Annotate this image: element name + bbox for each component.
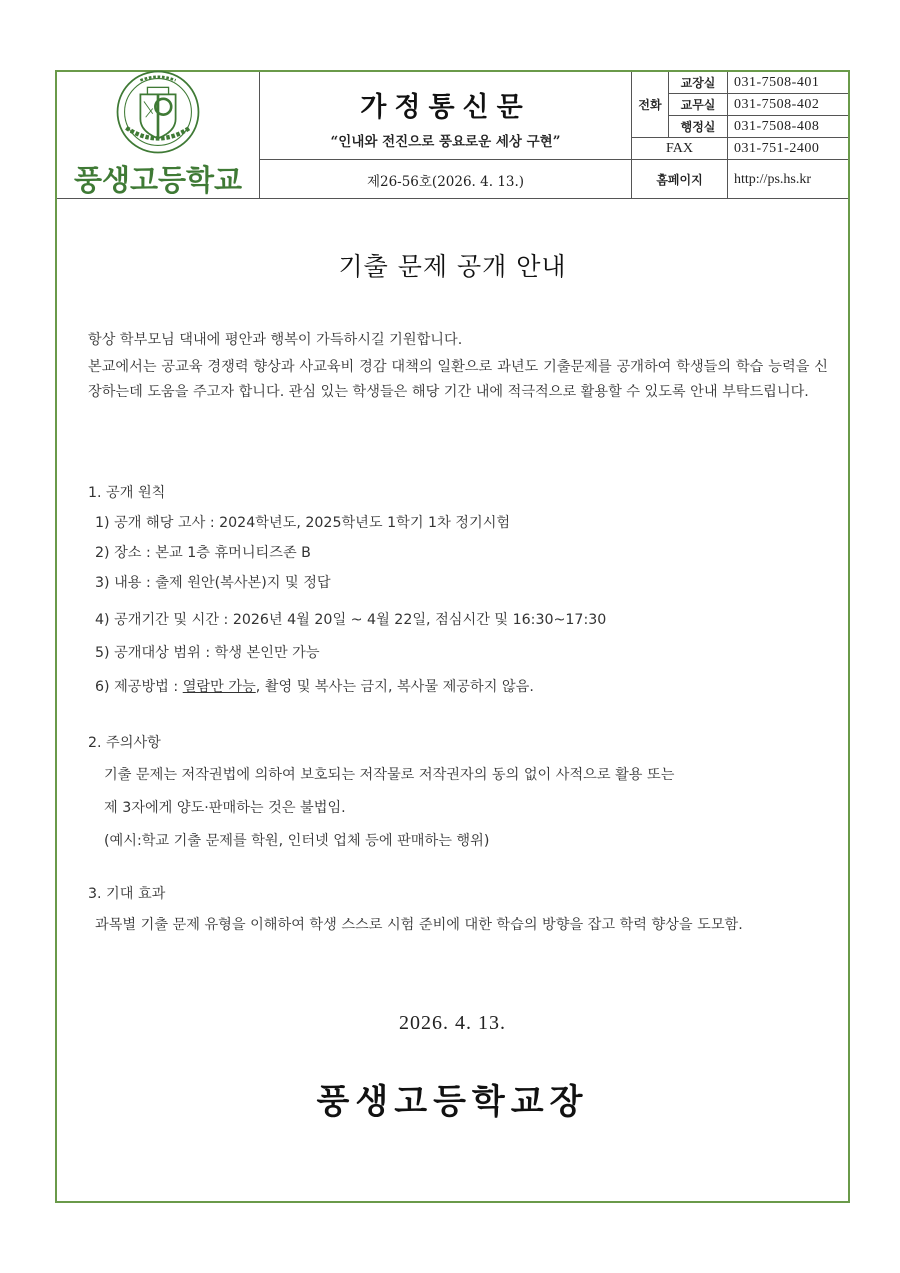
phone-academic-office: 031-7508-402 [728, 94, 848, 116]
room-principal: 교장실 [669, 72, 728, 94]
letterhead-table [57, 72, 848, 199]
section-1-heading: 1. 공개 원칙 [88, 485, 166, 501]
newsletter-title-cell [260, 72, 632, 160]
section-2-line-2: 제 3자에게 양도·판매하는 것은 불법임. [104, 800, 346, 816]
section-2-heading: 2. 주의사항 [88, 735, 161, 751]
school-logo-cell [57, 72, 260, 199]
section-1-item-6 [95, 676, 534, 696]
greeting: 항상 학부모님 댁내에 평안과 행복이 가득하시길 기원합니다. [88, 332, 463, 348]
homepage-link[interactable]: http://ps.hs.kr [734, 171, 812, 187]
item-6-suffix: , 촬영 및 복사는 금지, 복사물 제공하지 않음. [255, 679, 534, 695]
section-2-line-1: 기출 문제는 저작권법에 의하여 보호되는 저작물로 저작권자의 동의 없이 사적으로 활용 또는 [104, 767, 675, 783]
section-1-item-2: 2) 장소 : 본교 1층 휴머니티즈존 B [95, 545, 311, 561]
section-2-line-3: (예시:학교 기출 문제를 학원, 인터넷 업체 등에 판매하는 행위) [104, 833, 490, 849]
section-1-item-1: 1) 공개 해당 고사 : 2024학년도, 2025학년도 1학기 1차 정기시험 [95, 515, 511, 531]
view-only-emphasis: 열람만 가능 [182, 679, 256, 695]
intro-paragraph: 본교에서는 공교육 경쟁력 향상과 사교육비 경감 대책의 일환으로 과년도 기출문제를 공개하여 학생들의 학습 능력을 신장하는데 도움을 주고자 합니다. 관심 있는 학생들은 해당 기간 내에 적극적으로 활용할 수 있도록 안내 부탁드립니다. [88, 359, 828, 400]
section-1-item-3: 3) 내용 : 출제 원안(복사본)지 및 정답 [95, 575, 331, 591]
school-emblem-icon [114, 68, 202, 156]
school-name-logo: 풍생고등학교 [73, 163, 243, 197]
fax-label: FAX [632, 138, 728, 160]
issue-date: 2026. 4. 13. [399, 1012, 506, 1034]
tel-label: 전화 [632, 72, 669, 138]
section-1-item-4: 4) 공개기간 및 시간 : 2026년 4월 20일 ~ 4월 22일, 점심시간 및 16:30~17:30 [95, 612, 607, 628]
principal-signature: 풍생고등학교장 [316, 1082, 589, 1122]
fax-number: 031-751-2400 [728, 138, 848, 160]
section-3-body: 과목별 기출 문제 유형을 이해하여 학생 스스로 시험 준비에 대한 학습의 방향을 잡고 학력 향상을 도모함. [95, 917, 743, 933]
newsletter-title: 가정통신문 [360, 92, 531, 123]
phone-admin-office: 031-7508-408 [728, 116, 848, 138]
section-1-item-5: 5) 공개대상 범위 : 학생 본인만 가능 [95, 645, 320, 661]
document-page [55, 70, 850, 1203]
phone-principal: 031-7508-401 [728, 72, 848, 94]
homepage-label: 홈페이지 [632, 160, 728, 199]
document-title: 기출 문제 공개 안내 [338, 252, 567, 281]
item-6-prefix: 6) 제공방법 : [95, 679, 183, 695]
school-motto: “인내와 전진으로 풍요로운 세상 구현” [330, 134, 561, 150]
section-3-heading: 3. 기대 효과 [88, 886, 166, 902]
room-academic-office: 교무실 [669, 94, 728, 116]
issue-number: 제26-56호(2026. 4. 13.) [260, 160, 632, 199]
room-admin-office: 행정실 [669, 116, 728, 138]
